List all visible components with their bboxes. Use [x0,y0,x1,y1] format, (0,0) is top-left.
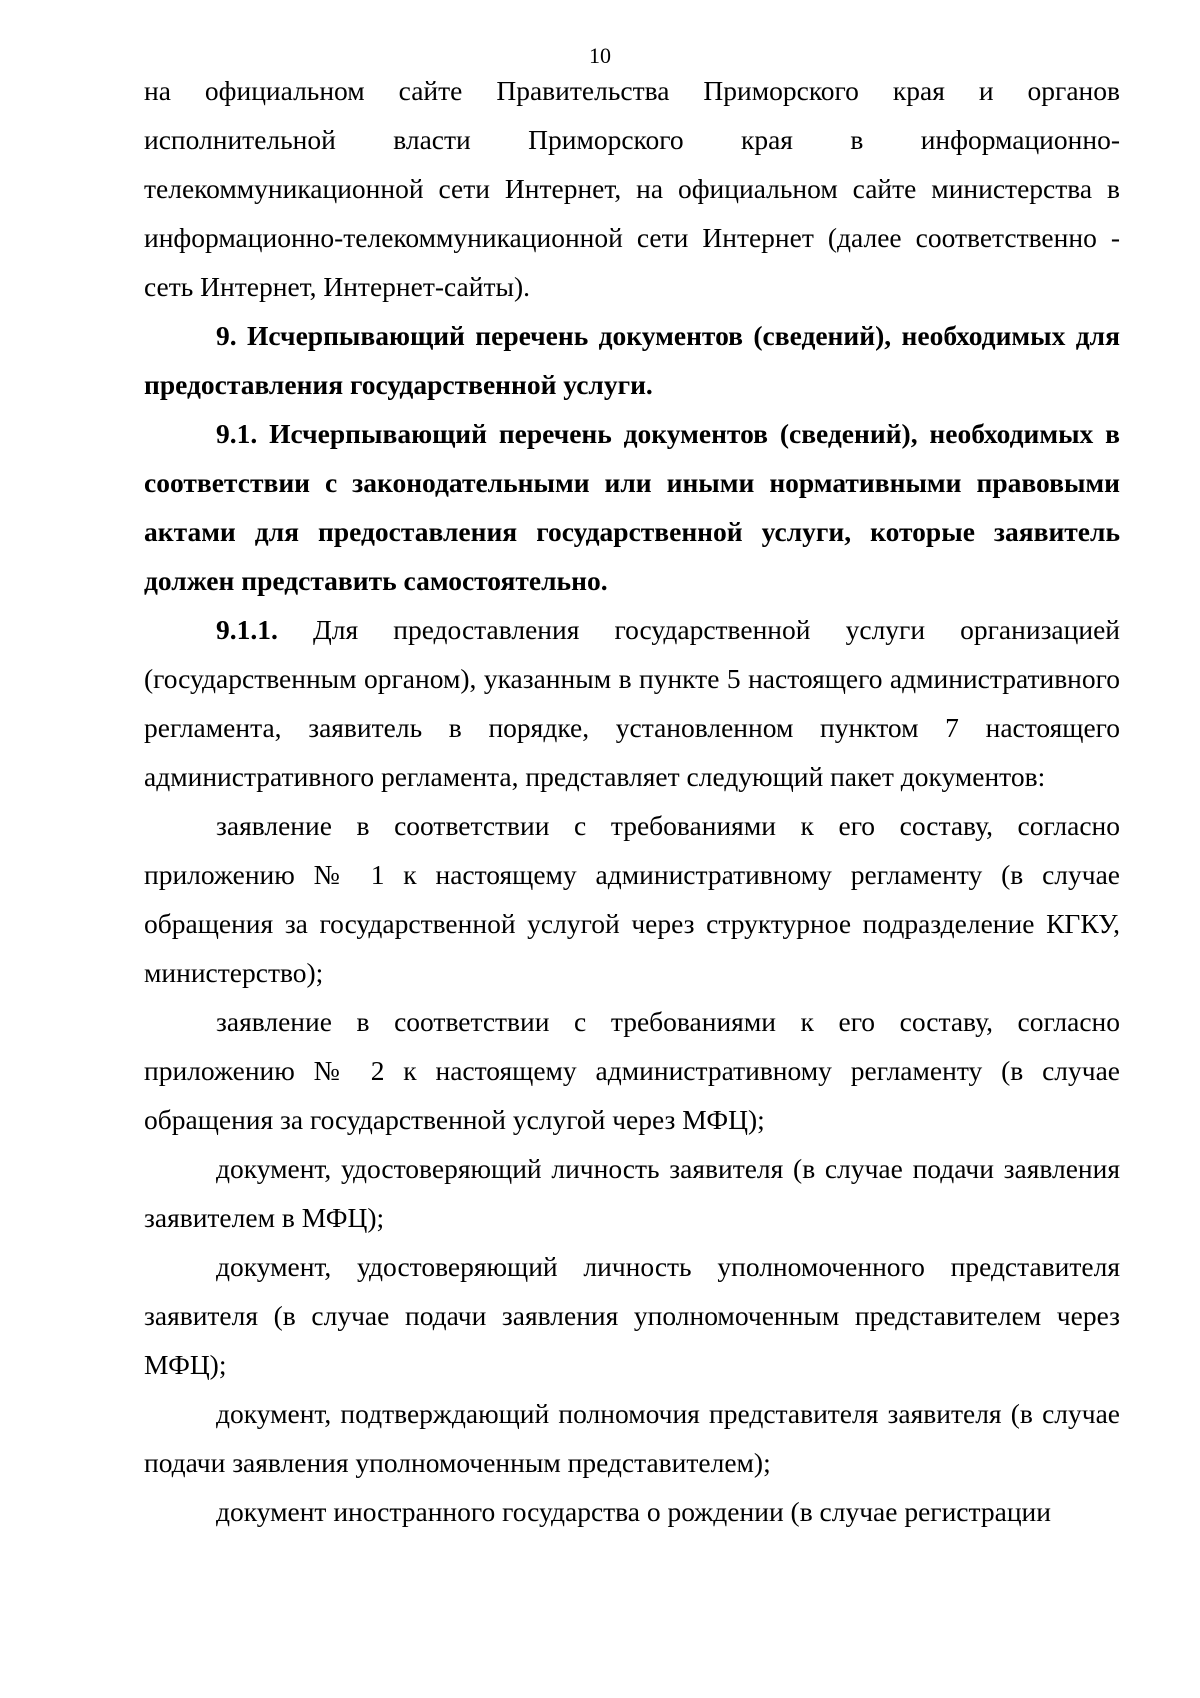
page-number: 10 [589,43,611,68]
heading-text: 9. Исчерпывающий перечень документов (сведений), необходимых для предоставления государственной услуги. [144,320,1120,400]
list-item-foreign-birth-document: документ иностранного государства о рождении (в случае регистрации [216,1496,1051,1527]
paragraph-continuation: на официальном сайте Правительства Приморского края и органов исполнительной власти Приморского края в информационно-телекоммуникационной сети Интернет, на официальном сайте министерства в информационно-телекоммуникационной сети Интернет (далее соответственно - сеть Интернет, Интернет-сайты). [144,75,1120,302]
list-item-application-2: заявление в соответствии с требованиями к его составу, согласно приложению № 2 к настоящему административному регламенту (в случае обращения за государственной услугой через МФЦ); [144,1006,1120,1135]
document-body [144,66,1120,1536]
list-item-representative-authority: документ, подтверждающий полномочия представителя заявителя (в случае подачи заявления уполномоченным представителем); [144,1398,1120,1478]
list-item-application-1: заявление в соответствии с требованиями к его составу, согласно приложению № 1 к настоящему административному регламенту (в случае обращения за государственной услугой через структурное подразделение КГКУ, министерство); [144,810,1120,988]
list-item-representative-id: документ, удостоверяющий личность уполномоченного представителя заявителя (в случае подачи заявления уполномоченным представителем через МФЦ); [144,1251,1120,1380]
clause-text: Для предоставления государственной услуги организацией (государственным органом), указанным в пункте 5 настоящего административного регламента, заявитель в порядке, установленном пунктом 7 настоящего административного регламента, представляет следующий пакет документов: [144,614,1120,792]
clause-number: 9.1.1. [216,614,278,645]
section-heading-9-1 [144,409,1120,605]
heading-text: 9.1. Исчерпывающий перечень документов (сведений), необходимых в соответствии с законодательными или иными нормативными правовыми актами для предоставления государственной услуги, которые заявитель должен представить самостоятельно. [144,418,1120,596]
list-item-applicant-id: документ, удостоверяющий личность заявителя (в случае подачи заявления заявителем в МФЦ); [144,1153,1120,1233]
paragraph-9-1-1 [144,605,1120,801]
section-heading-9 [144,311,1120,409]
